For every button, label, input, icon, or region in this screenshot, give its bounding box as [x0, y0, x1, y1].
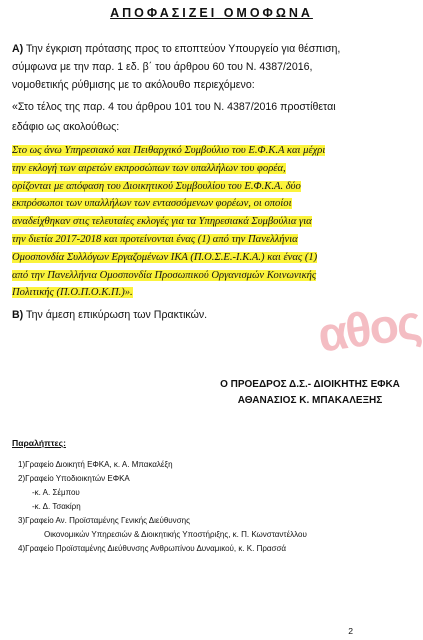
recipients-title: Παραλήπτες: — [12, 438, 66, 448]
recipient-item: 1)Γραφείο Διοικητή ΕΦΚΑ, κ. Α. Μπακαλέξη — [18, 460, 173, 469]
amendment-line: από την Πανελλήνια Ομοσπονδία Προσωπικού Οργανισμών Κοινωνικής — [12, 269, 317, 281]
highlighted-amendment — [12, 142, 410, 302]
page-number: 2 — [348, 626, 353, 636]
amendment-line: αναδείχθηκαν στις τελευταίες εκλογές για τα Υπηρεσιακά Συμβούλια για — [12, 216, 312, 228]
watermark-logo: αθος — [314, 296, 423, 363]
signature-name: ΑΘΑΝΑΣΙΟΣ Κ. ΜΠΑΚΑΛΕΞΗΣ — [237, 395, 383, 406]
section-a-label: Α) — [12, 43, 24, 55]
section-b-text: Την άμεση επικύρωση των Πρακτικών. — [25, 309, 208, 321]
recipient-item: -κ. Δ. Τσακίρη — [32, 502, 81, 511]
amendment-line: την διετία 2017-2018 και προτείνονται ένας (1) από την Πανελλήνια — [12, 233, 298, 245]
signature-title: Ο ΠΡΟΕΔΡΟΣ Δ.Σ.- ΔΙΟΙΚΗΤΗΣ ΕΦΚΑ — [220, 379, 400, 390]
recipient-item: Οικονομικών Υπηρεσιών & Διοικητικής Υποστήριξης, κ. Π. Κωνσταντέλλου — [44, 530, 307, 539]
recipient-item: 2)Γραφείο Υποδιοικητών ΕΦΚΑ — [18, 474, 130, 483]
recipient-item: -κ. Α. Σέμπου — [32, 488, 80, 497]
recipient-item: 4)Γραφείο Προϊσταμένης Διεύθυνσης Ανθρωπίνου Δυναμικού, κ. Κ. Πρασσά — [18, 544, 287, 553]
section-b — [12, 308, 410, 324]
recipient-item: 3)Γραφείο Αν. Προϊσταμένης Γενικής Διεύθυνσης — [18, 516, 190, 525]
decision-heading: ΑΠΟΦΑΣΙΖΕΙ ΟΜΟΦΩΝΑ — [110, 6, 313, 20]
section-a-line-2: σύμφωνα με την παρ. 1 εδ. β΄ του άρθρου 60 του Ν. 4387/2016, — [12, 61, 313, 73]
section-a-line-5: εδάφιο ως ακολούθως: — [12, 121, 120, 133]
amendment-line: Πολιτικής (Π.Ο.Π.Ο.Κ.Π.)». — [12, 287, 133, 299]
amendment-line: Ομοσπονδία Συλλόγων Εργαζομένων ΙΚΑ (Π.Ο.Σ.Ε.-Ι.Κ.Α.) και ένας (1) — [12, 251, 318, 263]
section-a-line-3: νομοθετικής ρύθμισης με το ακόλουθο περιεχόμενο: — [12, 79, 255, 91]
amendment-line: την εκλογή των αιρετών εκπροσώπων των υπαλλήλων του φορέα, — [12, 162, 286, 174]
amendment-line: Στο ως άνω Υπηρεσιακό και Πειθαρχικό Συμβούλιο του Ε.Φ.Κ.Α και μέχρι — [12, 145, 326, 156]
section-a-line-4: «Στο τέλος της παρ. 4 του άρθρου 101 του Ν. 4387/2016 προστίθεται — [12, 101, 336, 113]
section-b-label: Β) — [12, 309, 24, 321]
amendment-line: ορίζονται με απόφαση του Διοικητικού Συμβουλίου του Ε.Φ.Κ.Α. δύο — [12, 180, 301, 192]
section-a-line-1: Α) Την έγκριση πρότασης προς το εποπτεύον Υπουργείο για θέσπιση, — [12, 43, 341, 55]
amendment-line: εκπρόσωποι των υπαλλήλων των εντασσόμενων φορέων, οι οποίοι — [12, 198, 292, 210]
